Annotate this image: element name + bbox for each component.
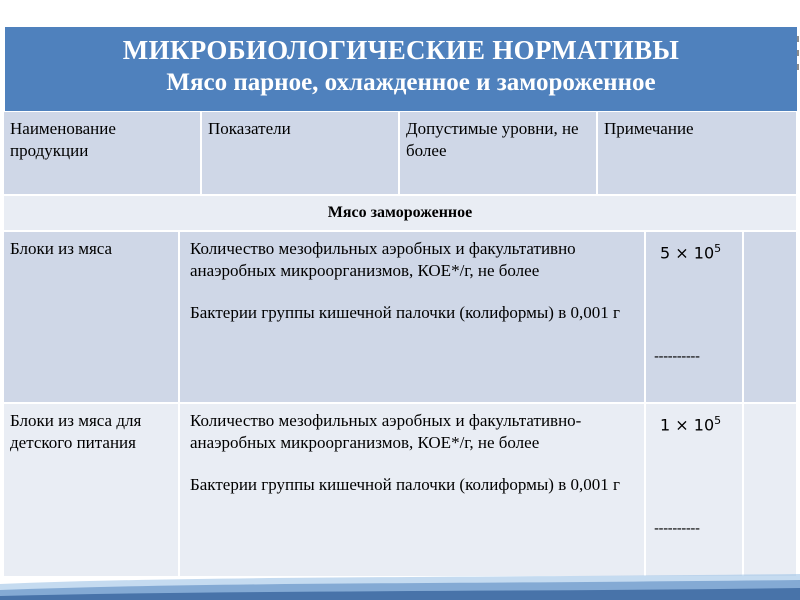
table-row: [4, 404, 796, 576]
title-banner: [4, 26, 798, 112]
section-row: [4, 196, 796, 230]
table-header-row: [4, 112, 796, 194]
product-cell: Блоки из мяса для детского питания: [4, 404, 180, 576]
level-exponent: 5: [714, 242, 722, 255]
section-title: Мясо замороженное: [327, 204, 473, 221]
level-mesophilic: [652, 238, 736, 264]
indicator-mesophilic: Количество мезофильных аэробных и факультативно-анаэробных микроорганизмов, КОЕ*/г, не более: [190, 411, 582, 452]
level-coefficient: 1: [660, 415, 671, 435]
slide-subtitle: Мясо парное, охлажденное и замороженное: [166, 69, 656, 96]
decorative-edge-mark: [796, 36, 800, 76]
column-header-indicators: Показатели: [202, 112, 400, 194]
level-coliforms: ----------: [654, 349, 700, 365]
indicator-coliforms: Бактерии группы кишечной палочки (колиформы) в 0,001 г: [190, 475, 620, 494]
level-base: × 10: [675, 243, 715, 263]
decorative-wave: [0, 574, 800, 600]
levels-cell: [646, 404, 744, 576]
level-base: × 10: [675, 415, 715, 435]
level-exponent: 5: [714, 414, 722, 427]
levels-cell: [646, 232, 744, 402]
indicators-cell: [180, 232, 646, 402]
note-cell: [744, 232, 796, 402]
slide-title: МИКРОБИОЛОГИЧЕСКИЕ НОРМАТИВЫ: [122, 35, 680, 65]
indicator-coliforms: Бактерии группы кишечной палочки (колиформы) в 0,001 г: [190, 303, 620, 322]
table-row: [4, 232, 796, 402]
level-coefficient: 5: [660, 243, 671, 263]
indicators-cell: [180, 404, 646, 576]
product-cell: Блоки из мяса: [4, 232, 180, 402]
column-header-note: Примечание: [604, 119, 694, 138]
indicator-mesophilic: Количество мезофильных аэробных и факультативно анаэробных микроорганизмов, КОЕ*/г, не более: [190, 239, 576, 280]
level-mesophilic: [652, 410, 736, 436]
column-header-levels: Допустимые уровни, не более: [400, 112, 598, 194]
column-header-product: Наименование продукции: [4, 112, 202, 194]
note-cell: [744, 404, 796, 576]
level-coliforms: ----------: [654, 521, 700, 537]
